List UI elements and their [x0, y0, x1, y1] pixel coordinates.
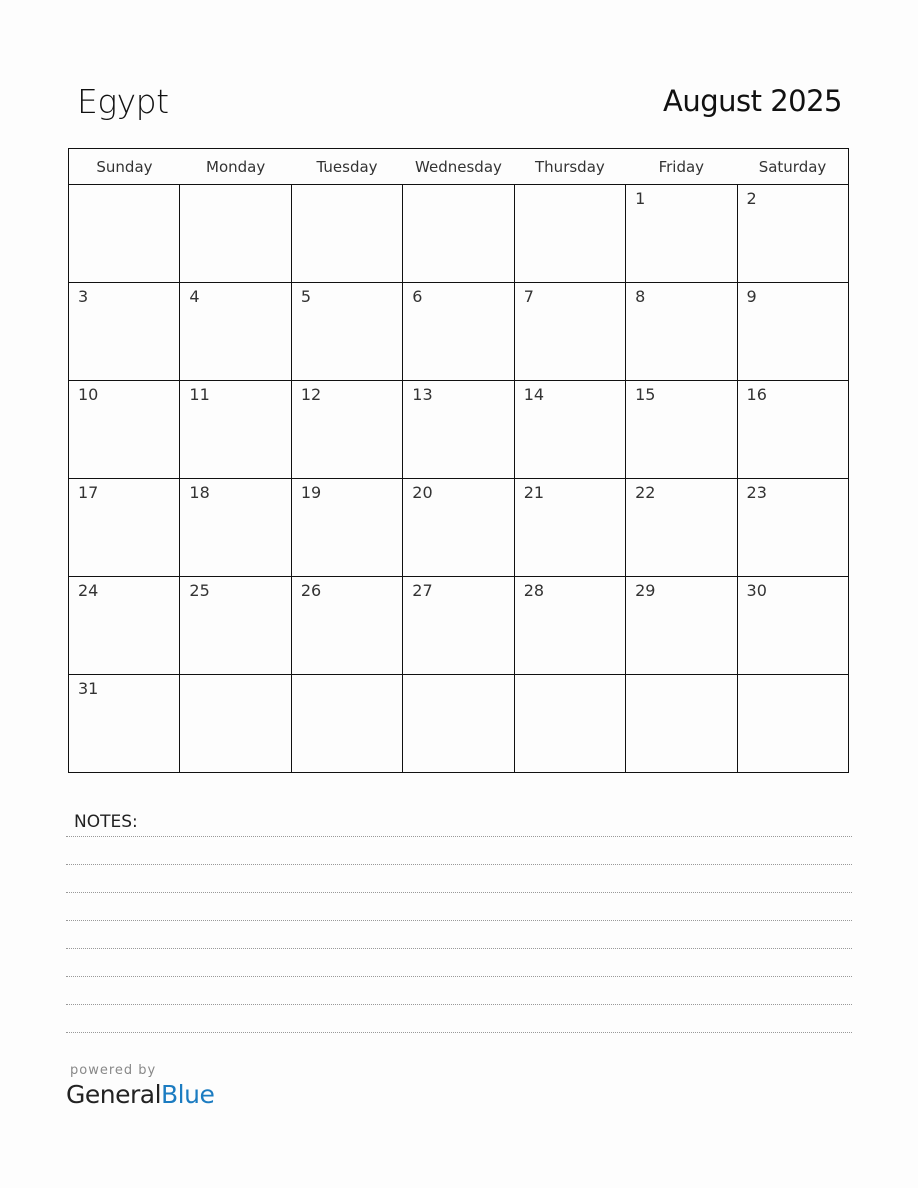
weekday-friday: Friday: [626, 149, 737, 185]
day-cell[interactable]: [69, 479, 180, 577]
day-number: 16: [746, 385, 767, 404]
day-cell[interactable]: [291, 675, 402, 773]
note-line[interactable]: [66, 836, 852, 837]
note-line[interactable]: [66, 976, 852, 977]
day-cell[interactable]: [403, 381, 514, 479]
weekday-tuesday: Tuesday: [291, 149, 402, 185]
day-number: 28: [523, 581, 545, 600]
day-cell[interactable]: [514, 577, 625, 675]
day-cell[interactable]: [514, 381, 625, 479]
note-line[interactable]: [66, 892, 852, 893]
day-number: 19: [300, 483, 322, 502]
day-number: 21: [523, 483, 545, 502]
day-number: [515, 675, 625, 679]
day-cell[interactable]: [403, 675, 514, 773]
weekday-header-row: [69, 149, 849, 185]
day-number: 6: [412, 287, 423, 306]
weekday-sunday: Sunday: [69, 149, 180, 185]
generalblue-logo: [66, 1080, 214, 1109]
day-number: 9: [746, 287, 757, 306]
day-number: [180, 675, 290, 679]
calendar-grid: [68, 148, 849, 773]
day-cell[interactable]: [69, 675, 180, 773]
day-cell[interactable]: [69, 283, 180, 381]
day-number: 17: [78, 483, 99, 502]
note-line[interactable]: [66, 920, 852, 921]
day-cell[interactable]: [737, 577, 848, 675]
day-cell[interactable]: [737, 479, 848, 577]
day-cell[interactable]: [626, 675, 737, 773]
day-number: 3: [78, 287, 89, 306]
day-cell[interactable]: [69, 185, 180, 283]
day-cell[interactable]: [180, 283, 291, 381]
week-row: [69, 675, 849, 773]
day-cell[interactable]: [737, 381, 848, 479]
day-number: 8: [635, 287, 646, 306]
day-cell[interactable]: [69, 577, 180, 675]
day-number: [403, 185, 513, 189]
day-cell[interactable]: [626, 479, 737, 577]
weekday-saturday: Saturday: [737, 149, 848, 185]
weekday-monday: Monday: [180, 149, 291, 185]
day-number: 25: [189, 581, 210, 600]
day-number: 13: [412, 385, 433, 404]
day-number: 23: [746, 483, 767, 502]
day-cell[interactable]: [514, 479, 625, 577]
note-line[interactable]: [66, 948, 852, 949]
day-cell[interactable]: [69, 381, 180, 479]
day-cell[interactable]: [180, 675, 291, 773]
day-number: 1: [635, 189, 646, 208]
day-cell[interactable]: [737, 185, 848, 283]
day-number: [515, 185, 625, 189]
note-line[interactable]: [66, 1032, 852, 1033]
day-number: 4: [189, 287, 200, 306]
day-cell[interactable]: [403, 283, 514, 381]
day-cell[interactable]: [291, 283, 402, 381]
day-number: [292, 185, 402, 189]
day-cell[interactable]: [180, 479, 291, 577]
day-cell[interactable]: [737, 283, 848, 381]
weekday-wednesday: Wednesday: [403, 149, 514, 185]
day-cell[interactable]: [737, 675, 848, 773]
brand-general: General: [66, 1080, 162, 1109]
week-row: [69, 479, 849, 577]
day-number: [180, 185, 290, 189]
day-number: 22: [635, 483, 656, 502]
brand-blue: Blue: [161, 1080, 215, 1109]
powered-by-text: powered by: [70, 1063, 157, 1078]
day-number: 31: [78, 679, 99, 698]
week-row: [69, 577, 849, 675]
month-year-title: August 2025: [662, 84, 842, 118]
day-number: 5: [300, 287, 312, 306]
day-cell[interactable]: [291, 185, 402, 283]
day-number: 27: [412, 581, 433, 600]
note-line[interactable]: [66, 864, 852, 865]
week-row: [69, 283, 849, 381]
day-cell[interactable]: [514, 675, 625, 773]
day-cell[interactable]: [291, 577, 402, 675]
day-number: 12: [300, 385, 322, 404]
day-cell[interactable]: [403, 185, 514, 283]
day-cell[interactable]: [403, 577, 514, 675]
day-cell[interactable]: [403, 479, 514, 577]
day-cell[interactable]: [180, 185, 291, 283]
day-number: 15: [635, 385, 656, 404]
day-number: 7: [523, 287, 534, 306]
day-cell[interactable]: [626, 381, 737, 479]
day-cell[interactable]: [626, 185, 737, 283]
day-cell[interactable]: [514, 185, 625, 283]
weekday-thursday: Thursday: [514, 149, 625, 185]
day-cell[interactable]: [180, 381, 291, 479]
day-number: 24: [78, 581, 99, 600]
day-number: 10: [78, 385, 99, 404]
day-number: 26: [300, 581, 322, 600]
day-number: 29: [635, 581, 656, 600]
day-number: [292, 675, 402, 679]
day-number: 18: [189, 483, 210, 502]
day-number: [69, 185, 179, 189]
day-number: 20: [412, 483, 433, 502]
day-cell[interactable]: [514, 283, 625, 381]
day-number: 30: [746, 581, 767, 600]
day-number: 11: [189, 385, 210, 404]
day-number: [403, 675, 513, 679]
notes-label: NOTES:: [74, 812, 138, 832]
country-title: Egypt: [77, 82, 169, 121]
day-number: 14: [523, 385, 545, 404]
note-line[interactable]: [66, 1004, 852, 1005]
day-cell[interactable]: [291, 479, 402, 577]
day-number: 2: [746, 189, 757, 208]
week-row: [69, 185, 849, 283]
day-number: [738, 675, 848, 679]
day-number: [626, 675, 736, 679]
week-row: [69, 381, 849, 479]
day-cell[interactable]: [626, 283, 737, 381]
day-cell[interactable]: [626, 577, 737, 675]
day-cell[interactable]: [291, 381, 402, 479]
day-cell[interactable]: [180, 577, 291, 675]
